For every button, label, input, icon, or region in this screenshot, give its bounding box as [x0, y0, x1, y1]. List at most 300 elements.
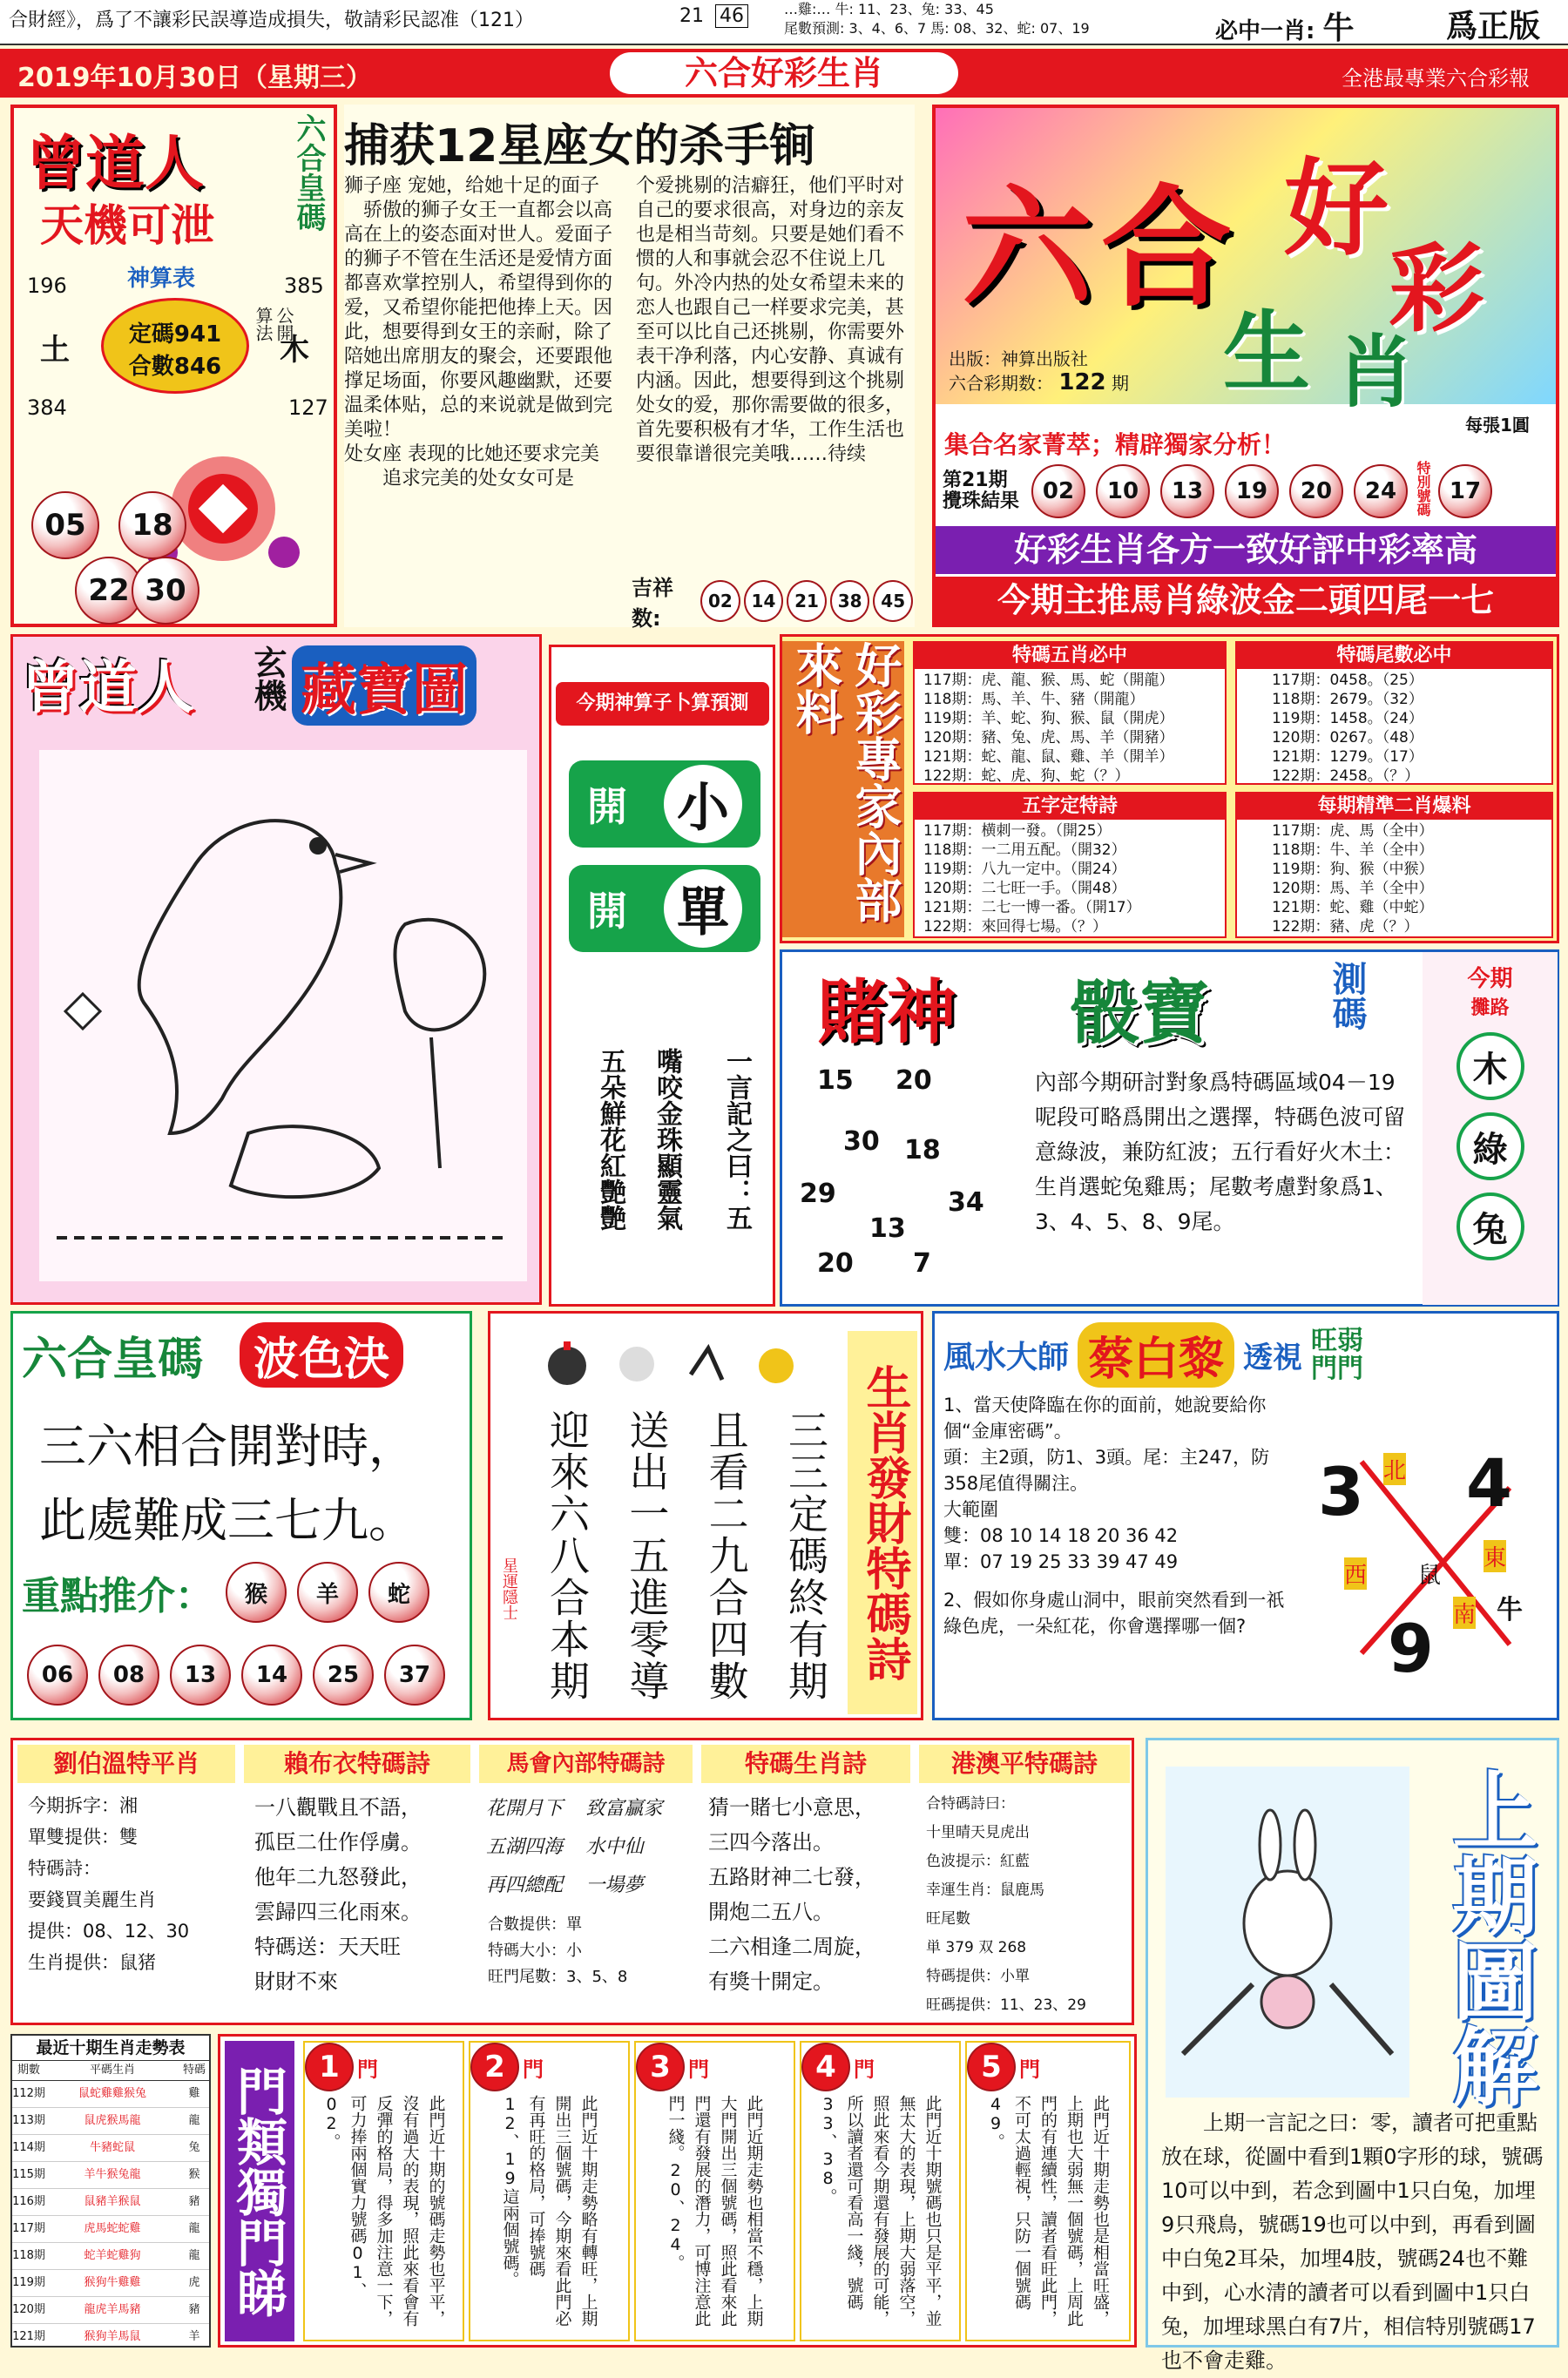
fengshui-title-b: 蔡白黎	[1078, 1322, 1234, 1388]
middle-line-2: 尾數預測: 3、4、6、7 馬: 08、32、蛇: 07、19	[784, 20, 1090, 37]
wave-ball-5: 25	[313, 1645, 374, 1706]
doors-side-title: 門類獨門睇	[225, 2041, 294, 2341]
box-tail-digits	[1235, 641, 1553, 785]
box2-line-6: 122期：2458。（？）	[1272, 767, 1420, 785]
wave-ball-1: 06	[27, 1645, 88, 1706]
trend-panel	[10, 2034, 211, 2348]
b3-hand-3: 五湖四海	[486, 1836, 564, 1858]
row-zodiac: 猴狗牛雞雞	[84, 2276, 141, 2289]
door-1-header	[305, 2043, 463, 2091]
box4-title: 每期精準二肖爆料	[1237, 794, 1551, 820]
box3-line-5: 121期：二七一博一番。（開17）	[923, 899, 1141, 916]
poem-column-2: 且看二九合四數	[702, 1409, 750, 1702]
poem-column-4: 迎來六八合本期	[544, 1409, 591, 1702]
table-row	[12, 2297, 209, 2324]
b5-line-6: 単 379 双 268	[926, 1939, 1027, 1956]
fengshui-range: 大範圍	[943, 1499, 998, 1520]
b1-line-4: 要錢買美麗生肖	[28, 1889, 156, 1910]
box-five-char-poem	[913, 792, 1227, 938]
dial-num-3: 3	[1318, 1453, 1364, 1530]
dial-south: 南	[1453, 1597, 1476, 1629]
row-special: 龍	[188, 2222, 200, 2235]
top-banner-middle	[784, 0, 1202, 38]
b1-line-2: 單雙提供：雙	[28, 1827, 138, 1848]
recommend-zodiac-3: 蛇	[368, 1562, 429, 1623]
rabbit-icon	[1166, 1767, 1409, 2098]
poem-panel	[488, 1311, 923, 1720]
poem-box-3	[479, 1745, 693, 2022]
poem-box-5-list	[919, 1783, 1130, 2027]
wave-panel	[10, 1311, 472, 1720]
b2-line-4: 雲歸四三化雨來。	[254, 1900, 422, 1924]
dial-north: 北	[1383, 1453, 1406, 1485]
box1-line-3: 119期：羊、蛇、狗、猴、鼠（開虎）	[923, 710, 1174, 727]
b3-line-2: 特碼大小：小	[488, 1942, 582, 1960]
fengshui-title	[943, 1322, 1384, 1388]
box2-line-1: 117期：0458。（25）	[1272, 672, 1423, 689]
dice-num-30: 30	[843, 1126, 880, 1157]
treasure-title-b: 玄機	[248, 645, 287, 712]
top-banner	[0, 0, 1568, 45]
element-wood: 木	[280, 333, 309, 368]
door-3	[634, 2041, 795, 2341]
wave-title-b: 波色決	[240, 1322, 403, 1388]
wave-numbers	[22, 1645, 450, 1706]
box1-line-5: 121期：蛇、龍、鼠、雞、羊（開羊）	[923, 748, 1174, 766]
shensuan-box	[549, 645, 775, 1307]
prediction-value-1: 小	[664, 765, 742, 843]
door-4-label: 門	[854, 2057, 875, 2082]
box2-line-4: 120期：0267。（48）	[1272, 729, 1423, 747]
box4-line-3: 119期：狗、猴（中猴）	[1272, 861, 1434, 878]
row-zodiac: 蛇羊蛇雞狗	[84, 2249, 141, 2262]
b5-line-5: 旺尾數	[926, 1910, 970, 1928]
dice-num-34: 34	[948, 1187, 984, 1218]
row-issue: 112期	[12, 2087, 45, 2100]
fengshui-text-2: 2、假如你身處山洞中，眼前突然看到一祇綠色虎，一朵紅花，你會選擇哪一個?	[943, 1590, 1285, 1637]
row-issue: 119期	[12, 2276, 45, 2289]
result-ball-3: 13	[1160, 464, 1214, 518]
box3-line-6: 122期：來回得七場。（？）	[923, 918, 1107, 936]
b5-line-3: 色波提示：紅藍	[926, 1853, 1030, 1870]
b5-line-7: 特碼提供：小單	[926, 1968, 1030, 1985]
result-ball-4: 19	[1225, 464, 1279, 518]
mast-char-he: 合	[1101, 173, 1233, 325]
fengshui-text-1: 1、當天使降臨在你的面前，她說要給你個“金庫密碼”。	[943, 1395, 1267, 1442]
b4-line-3: 五路財神二七發，	[708, 1865, 875, 1889]
issue-indicator	[679, 5, 748, 27]
row-zodiac: 羊牛猴兔龍	[84, 2168, 141, 2181]
b2-line-2: 孤臣二仕作俘虜。	[254, 1830, 422, 1854]
box2-line-5: 121期：1279。（17）	[1272, 748, 1423, 766]
door-2-number: 2	[470, 2043, 519, 2091]
mast-char-hao: 好	[1284, 149, 1389, 270]
road-title-1: 今期	[1467, 966, 1513, 992]
chick-icon	[752, 1340, 801, 1388]
row-zodiac: 猴狗羊馬鼠	[84, 2330, 141, 2343]
poem-box-2	[244, 1745, 470, 2022]
trend-title: 最近十期生肖走勢表	[36, 2038, 186, 2057]
poem-box-4-title: 特碼生肖詩	[701, 1745, 910, 1783]
b4-line-6: 有獎十開定。	[708, 1969, 834, 1994]
box4-line-2: 118期：牛、羊（全中）	[1272, 841, 1434, 859]
poem-box-1-title: 劉伯溫特平肖	[17, 1745, 235, 1783]
brush-icon	[682, 1340, 731, 1388]
fengshui-double: 雙：08 10 14 18 20 36 42	[943, 1525, 1179, 1546]
b4-line-1: 猜一賭七小意思，	[708, 1795, 875, 1820]
door-3-header	[636, 2043, 794, 2091]
result-label-2: 攪珠結果	[943, 490, 1020, 512]
box2-title: 特碼尾數必中	[1237, 643, 1551, 669]
headline-bar: 今期主推馬肖綠波金二頭四尾一七	[936, 577, 1556, 624]
price: 每張1圓	[1465, 415, 1530, 436]
road-item-3: 兔	[1456, 1192, 1524, 1260]
row-issue: 114期	[12, 2141, 45, 2154]
row-issue: 118期	[12, 2249, 45, 2262]
prediction-1	[569, 760, 760, 848]
result-row	[943, 461, 1552, 522]
article-col2: 个爱挑剔的洁癖狂，他们平时对自己的要求很高，对身边的亲友也是相当苛刻。只要是她们看不惯的人和事就会忍不住说上几句。外冷内热的处女希望未来的恋人也跟自己一样要求完美，甚至可以比自己还挑剔，你需要外表干净利落，内心安静、真诚有内涵。因此，想要得到这个挑剔处女的爱，那你需要做的很多，首先要积极有才华，工作生活也要很靠谱很完美哦……待续	[636, 175, 905, 465]
box3-list	[915, 820, 1225, 938]
b3-line-1: 合數提供：單	[488, 1915, 582, 1934]
fengshui-single: 單：07 19 25 33 39 47 49	[943, 1551, 1179, 1572]
dingma-oval	[101, 298, 249, 394]
row-special: 羊	[188, 2330, 200, 2343]
right-slogan: 全港最專業六合彩報	[1342, 66, 1530, 91]
recommend-row	[22, 1562, 435, 1623]
poem-column-3: 送出一五進零導	[623, 1409, 671, 1702]
box4-line-1: 117期：虎、馬（全中）	[1272, 822, 1434, 840]
center-title: 六合好彩生肖	[610, 52, 958, 94]
kai-label-1: 開	[587, 783, 627, 830]
last-issue-panel	[1146, 1738, 1559, 2373]
b2-line-1: 一八觀戰且不語，	[254, 1795, 422, 1820]
b3-hand-1: 花開月下	[486, 1798, 564, 1820]
box1-title: 特碼五肖必中	[915, 643, 1225, 669]
dice-title-2: 骰寶	[1070, 972, 1209, 1053]
table-row	[12, 2216, 209, 2243]
praise-bar: 好彩生肖各方一致好評中彩率高	[936, 526, 1556, 574]
box2-line-2: 118期：2679。（32）	[1272, 691, 1423, 708]
road-item-1: 木	[1456, 1032, 1524, 1100]
door-1-label: 門	[357, 2057, 378, 2082]
door-3-number: 3	[636, 2043, 685, 2091]
last-issue-drawing	[1166, 1767, 1409, 2098]
wave-line-2: 此處難成三七九。	[39, 1493, 416, 1548]
row-special: 豬	[188, 2303, 200, 2316]
treasure-drawing	[39, 750, 527, 1281]
poem-columns	[538, 1409, 835, 1714]
poem-side-title: 生肖發財特碼詩	[848, 1331, 917, 1714]
poem-boxes	[10, 1738, 1134, 2025]
row-zodiac: 龍虎羊馬豬	[84, 2303, 141, 2316]
b5-line-2: 十里晴天見虎出	[926, 1824, 1030, 1841]
row-issue: 116期	[12, 2195, 45, 2208]
row-special: 猴	[188, 2168, 200, 2181]
door-2-header	[470, 2043, 628, 2091]
lucky-ball-2: 14	[744, 580, 784, 622]
trend-header-issue: 期數	[17, 2064, 40, 2077]
box1-line-4: 120期：豬、兔、虎、馬、羊（開豬）	[923, 729, 1174, 747]
b4-line-2: 三四今落出。	[708, 1830, 834, 1854]
special-ball: 17	[1438, 464, 1492, 518]
row-issue: 117期	[12, 2222, 45, 2235]
box3-line-1: 117期：横刺一發。（開25）	[923, 822, 1112, 840]
must-hit-label: 必中一肖:	[1215, 18, 1315, 44]
dial-east: 東	[1484, 1540, 1506, 1572]
element-earth: 土	[40, 333, 70, 368]
inside-side-title: 好彩專家內部來料	[782, 641, 904, 937]
poem-box-4-list	[701, 1783, 910, 2006]
box1-list	[915, 669, 1225, 787]
b2-line-6: 財財不來	[254, 1969, 338, 1994]
publisher: 出版：神算出版社	[949, 348, 1088, 369]
side-left: 算法	[253, 307, 274, 341]
box3-title: 五字定特詩	[915, 794, 1225, 820]
b1-line-5: 提供：08、12、30	[28, 1921, 190, 1942]
b1-line-1: 今期拆字：湘	[28, 1795, 138, 1816]
issue-label: 六合彩期数：	[949, 373, 1053, 394]
num-385: 385	[284, 274, 324, 298]
inside-info	[780, 634, 1559, 943]
dice-num-29: 29	[800, 1179, 836, 1209]
road-item-2: 綠	[1456, 1112, 1524, 1180]
poem-box-1	[17, 1745, 235, 2022]
issue-count	[949, 369, 1129, 395]
table-row	[12, 2135, 209, 2162]
issue-number: 46	[715, 4, 748, 28]
poem-col-1: 一言記之曰：五	[721, 1048, 752, 1231]
b1-line-3: 特碼詩：	[28, 1858, 101, 1879]
wave-title-a: 六合皇碼	[22, 1334, 204, 1386]
zeng-badge: 六合皇碼	[291, 113, 326, 232]
dial-rat: 鼠	[1418, 1563, 1442, 1589]
trend-rows	[12, 2081, 209, 2350]
box3-line-3: 119期：八九一定中。（開24）	[923, 861, 1126, 878]
trend-header	[12, 2060, 209, 2081]
dice-numbers	[800, 1065, 1017, 1300]
box-two-zodiac	[1235, 792, 1553, 938]
door-5-label: 門	[1019, 2057, 1040, 2082]
box3-line-4: 120期：二七旺一手。（開48）	[923, 880, 1126, 897]
last-issue-title: 上期圖解	[1438, 1767, 1538, 2108]
zeng-subtitle: 天機可泄	[40, 200, 214, 251]
table-row	[12, 2108, 209, 2135]
fengshui-head: 頭：主2頭，防1、3頭。尾：主247，防358尾值得關注。	[943, 1447, 1270, 1494]
dice-text: 內部今期研討對象爲特碼區域04－19呢段可略爲開出之選擇，特碼色波可留意綠波，兼防紅波；五行看好火木土：生肖選蛇兔雞馬；尾數考慮對象爲1、3、4、5、8、9尾。	[1035, 1070, 1406, 1234]
fengshui-content	[943, 1392, 1292, 1639]
lucky-label: 吉祥数:	[632, 576, 673, 631]
trend-header-zodiac: 平碼生肖	[89, 2064, 135, 2077]
top-banner-text: 合財經》，爲了不讓彩民誤導造成損失，敬請彩民認准（121）	[9, 10, 534, 31]
zeng-ball-4: 30	[132, 557, 199, 625]
b5-line-4: 幸運生肖：鼠鹿馬	[926, 1881, 1044, 1899]
road-column	[1423, 952, 1558, 1305]
lucky-ball-4: 38	[830, 580, 870, 622]
dial-num-4: 4	[1466, 1444, 1512, 1522]
row-issue: 120期	[12, 2303, 45, 2316]
poem-box-3-title: 馬會內部特碼詩	[479, 1745, 693, 1783]
article-col1: 狮子座 宠她，给她十足的面子 骄傲的狮子女王一直都会以高高在上的姿态面对世人。爱面子的狮子不管在生活还是爱情方面都喜欢掌控别人，希望得到你的爱，又希望你能把他捧上天。因此，想要得到女王的亲耐，除了陪她出席朋友的聚会，还要跟他撑足场面，你要风趣幽默，还要温柔体贴，总的来说就是做到完美啦！ 处女座 表现的比她还要求完美 追求完美的处女女可是	[344, 175, 613, 490]
special-label: 特別號碼	[1415, 461, 1432, 517]
lucky-ball-5: 45	[873, 580, 913, 622]
door-4	[800, 2041, 961, 2341]
poem-box-2-list	[244, 1783, 470, 2006]
shensuan-label: 神算表	[127, 266, 196, 292]
door-5-number: 5	[967, 2043, 1016, 2091]
poem-col-3: 五朵鮮花紅艷艷	[595, 1048, 625, 1231]
row-special: 雞	[188, 2087, 200, 2100]
wave-ball-6: 37	[384, 1645, 445, 1706]
b3-hand-5: 再四總配	[486, 1875, 564, 1896]
dial-west: 西	[1344, 1557, 1367, 1590]
row-special: 豬	[188, 2195, 200, 2208]
door-2-label: 門	[523, 2057, 544, 2082]
bomb-icon	[543, 1340, 591, 1388]
poem-icons	[543, 1340, 830, 1392]
prediction-2	[569, 865, 760, 952]
row-issue: 121期	[12, 2330, 45, 2343]
table-row	[12, 2081, 209, 2108]
table-row	[12, 2243, 209, 2270]
wave-ball-3: 13	[170, 1645, 231, 1706]
b4-line-4: 開炮二五八。	[708, 1900, 834, 1924]
shensuan-header: 今期神算子卜算預測	[556, 682, 769, 726]
recommend-zodiac-2: 羊	[297, 1562, 358, 1623]
b2-line-3: 他年二九怒發此，	[254, 1865, 422, 1889]
row-special: 兔	[188, 2141, 200, 2154]
row-zodiac: 鼠蛇雞雞猴兔	[78, 2087, 146, 2100]
row-special: 龍	[188, 2114, 200, 2127]
treasure-panel	[10, 634, 542, 1305]
lucky-ball-3: 21	[787, 580, 827, 622]
dice-panel	[780, 949, 1559, 1307]
result-ball-2: 10	[1096, 464, 1150, 518]
poem-box-4	[701, 1745, 910, 2022]
must-hit	[1215, 3, 1354, 48]
result-ball-5: 20	[1289, 464, 1343, 518]
poem-col-2: 嘴咬金珠顯靈氣	[652, 1048, 682, 1231]
row-issue: 115期	[12, 2168, 45, 2181]
door-4-number: 4	[801, 2043, 850, 2091]
genuine-label: 爲正版	[1446, 9, 1541, 44]
door-3-text: 此門近期走勢也相當不穩，上期大門開出三個號碼，照此看來此門還有發展的潛力，可博注意此門一綫。20、24。	[666, 2095, 764, 2327]
row-zodiac: 鼠豬羊猴鼠	[84, 2195, 141, 2208]
b3-hand-2: 致富贏家	[585, 1798, 663, 1820]
fengshui-panel	[932, 1311, 1559, 1720]
doors-panel	[218, 2034, 1137, 2348]
wave-line-1: 三六相合開對時，	[39, 1419, 416, 1474]
issue-date: 2019年10月30日（星期三）	[17, 63, 372, 93]
dice-title-3: 測碼	[1327, 961, 1367, 1030]
row-zodiac: 虎馬蛇蛇雞	[84, 2222, 141, 2235]
poem-column-1: 三三定碼終有期	[781, 1409, 829, 1702]
zeng-ball-1: 05	[31, 491, 99, 559]
zeng-ball-2: 18	[118, 491, 186, 559]
row-zodiac: 鼠虎猴馬龍	[84, 2114, 141, 2127]
row-special: 龍	[188, 2249, 200, 2262]
side-right: 公開	[274, 307, 294, 341]
table-row	[12, 2189, 209, 2216]
table-row	[12, 2324, 209, 2350]
fengshui-title-d: 旺弱門門	[1311, 1325, 1364, 1384]
treasure-title-c: 藏寶圖	[292, 645, 476, 726]
b3-line-3: 旺門尾數：3、5、8	[488, 1968, 628, 1986]
box1-line-2: 118期：馬、羊、牛、豬（開龍）	[923, 691, 1145, 708]
result-ball-1: 02	[1031, 464, 1085, 518]
fengshui-title-a: 風水大師	[943, 1340, 1070, 1375]
b5-line-8: 旺碼提供：11、23、29	[926, 1996, 1086, 2014]
must-hit-value: 牛	[1322, 10, 1355, 46]
poem-box-2-title: 賴布衣特碼詩	[244, 1745, 470, 1783]
dice-num-20b: 20	[817, 1248, 854, 1279]
kai-label-2: 開	[587, 888, 627, 935]
prediction-value-2: 單	[664, 869, 742, 948]
mast-char-liu: 六	[962, 173, 1093, 325]
door-4-text: 此門近十期號碼也只是平平，並無太大的表現，上期大弱落空，照此來看今期還有發展的可能，所以讀者還可看高一綫，號碼33、38。	[818, 2095, 943, 2327]
num-127: 127	[288, 395, 328, 420]
issue-unit: 期	[1112, 373, 1129, 394]
poem-box-1-list	[17, 1783, 235, 1985]
fengshui-title-c: 透視	[1243, 1341, 1303, 1375]
result-ball-6: 24	[1354, 464, 1408, 518]
issue-value: 122	[1058, 369, 1106, 395]
issue-small: 21	[679, 5, 704, 27]
mast-char-xiao: 肖	[1336, 327, 1415, 418]
door-5	[965, 2041, 1131, 2341]
lucky-numbers	[632, 571, 915, 632]
poem-box-3-list	[479, 1912, 693, 1990]
mast-slogan: 集合名家菁萃；精辟獨家分析！	[944, 430, 1287, 459]
num-196: 196	[27, 274, 67, 298]
box4-list	[1237, 820, 1551, 938]
treasure-title-a: 曾道人	[22, 654, 194, 721]
recommend-zodiac-1: 猴	[226, 1562, 287, 1623]
dice-num-15: 15	[817, 1065, 854, 1096]
box2-list	[1237, 669, 1551, 787]
poem-box-5	[919, 1745, 1130, 2022]
article	[344, 105, 915, 631]
box4-line-4: 120期：馬、羊（全中）	[1272, 880, 1434, 897]
poem-box-5-title: 港澳平特碼詩	[919, 1745, 1130, 1783]
row-issue: 113期	[12, 2114, 45, 2127]
middle-line-1: …雞:… 牛: 11、23、兔: 33、45	[784, 1, 994, 17]
poem-box-3-hand	[479, 1783, 693, 1912]
dial-num-9: 9	[1388, 1610, 1434, 1687]
dingma-value: 定碼941	[128, 321, 222, 348]
door-3-label: 門	[688, 2057, 709, 2082]
door-2-text: 此門近十期走勢略有轉旺，上期開出三個號碼，今期來看此門必有再旺的格局，可捧號碼12、19這兩個號碼。	[500, 2095, 598, 2327]
b1-line-6: 生肖提供：鼠猪	[28, 1952, 156, 1973]
row-special: 虎	[188, 2276, 200, 2289]
door-2	[469, 2041, 630, 2341]
wave-ball-4: 14	[241, 1645, 302, 1706]
lucky-ball-1: 02	[700, 580, 740, 622]
cloud-icon	[612, 1340, 661, 1388]
dial-ox: 牛	[1497, 1595, 1523, 1625]
box3-line-2: 118期：一二用五配。（開32）	[923, 841, 1126, 859]
dice-num-20a: 20	[896, 1065, 932, 1096]
table-row	[12, 2270, 209, 2297]
table-row	[12, 2162, 209, 2189]
poem-signature: 星運隱士	[500, 1557, 518, 1620]
door-4-header	[801, 2043, 959, 2091]
zeng-title: 曾道人	[26, 130, 205, 199]
box1-line-6: 122期：蛇、虎、狗、蛇（？）	[923, 767, 1130, 785]
recommend-label: 重點推介：	[22, 1574, 213, 1618]
b4-line-5: 二六相逢二周旋，	[708, 1935, 875, 1959]
box-five-zodiac	[913, 641, 1227, 785]
